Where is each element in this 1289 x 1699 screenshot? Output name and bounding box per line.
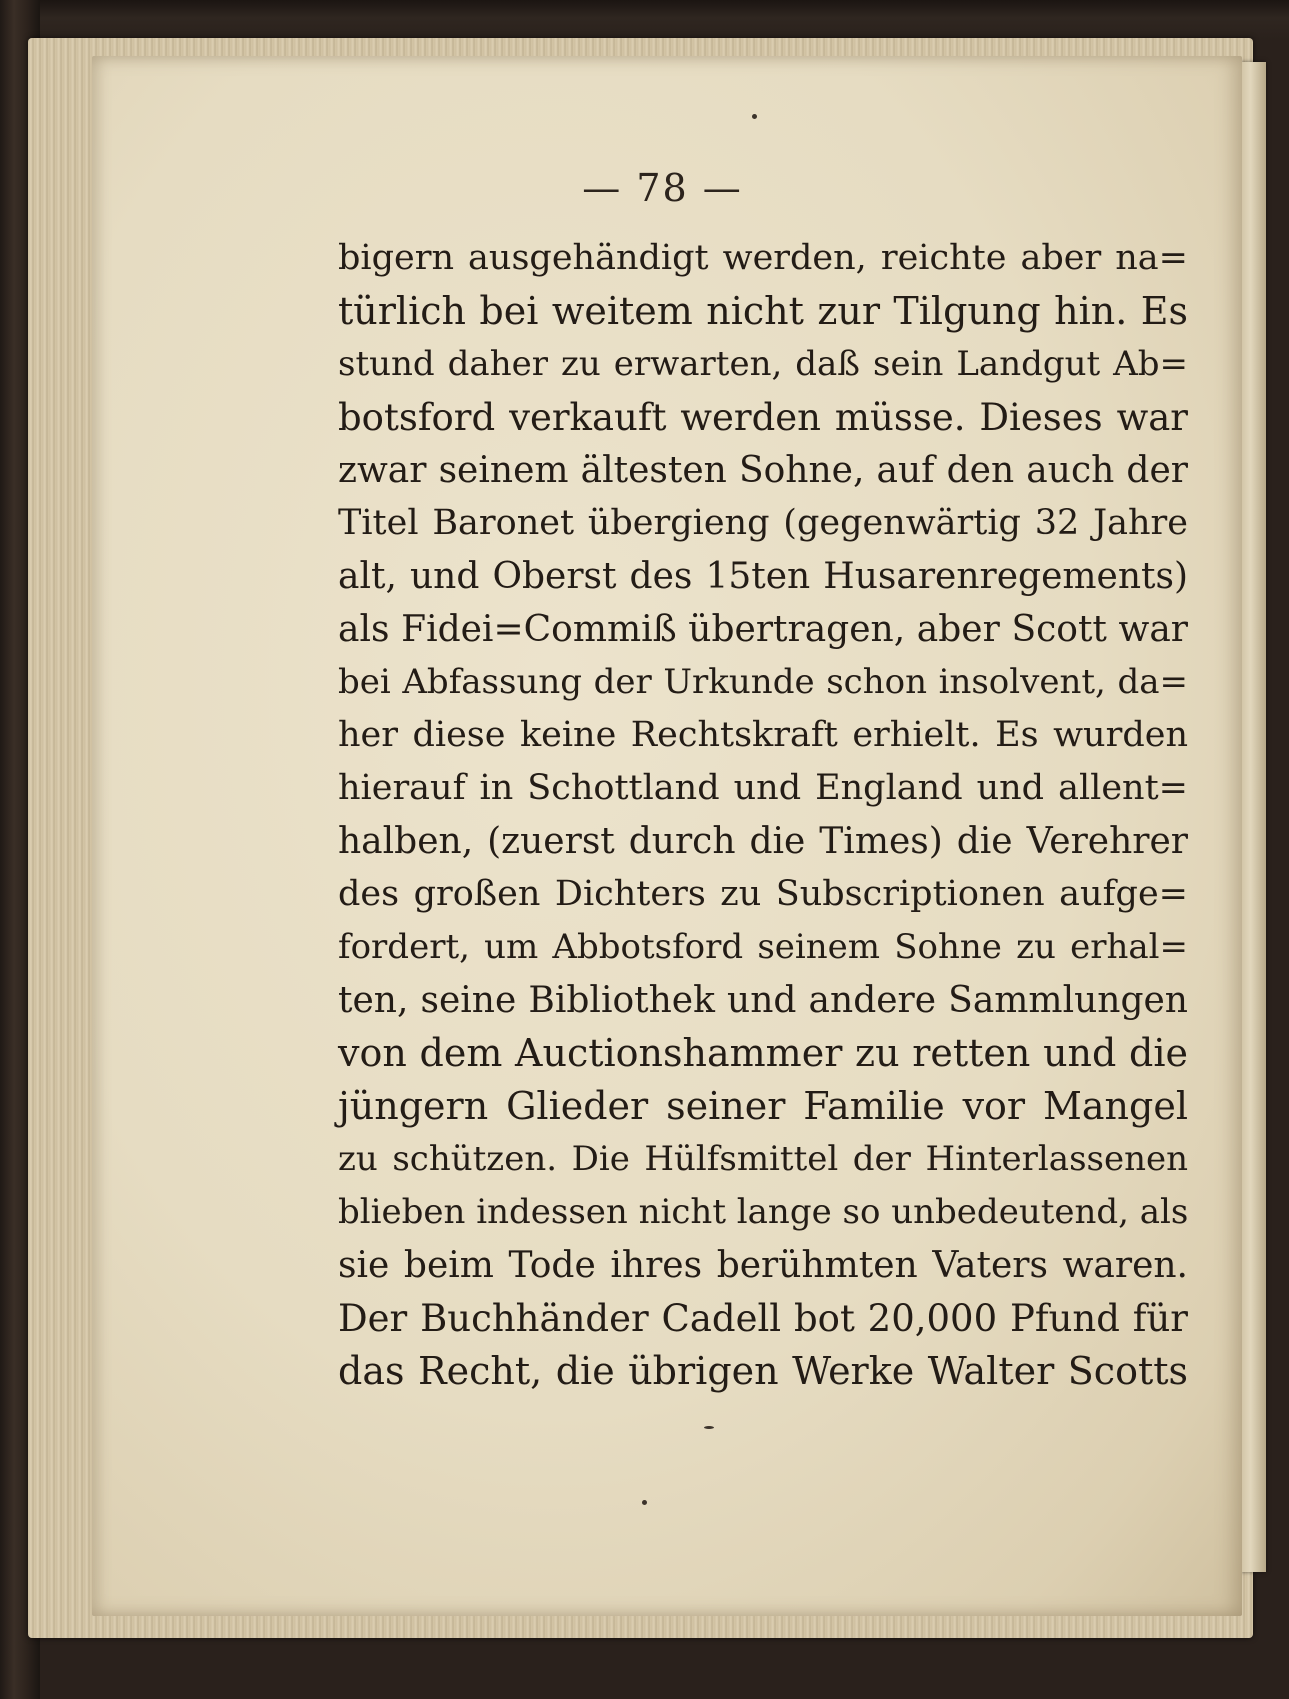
paper-speck — [704, 1426, 714, 1429]
text-line: her diese keine Rechtskraft erhielt. Es wurden — [338, 715, 1188, 755]
text-line: des großen Dichters zu Subscriptionen aufge= — [338, 874, 1188, 914]
text-line: das Recht, die übrigen Werke Walter Scotts — [338, 1349, 1188, 1393]
facing-page-edge — [1240, 62, 1266, 1572]
text-line: botsford verkauft werden müsse. Dieses war — [338, 396, 1188, 439]
text-line: von dem Auctionshammer zu retten und die — [338, 1031, 1188, 1075]
paper-speck — [752, 114, 757, 119]
text-line: stund daher zu erwarten, daß sein Landgut Ab= — [338, 344, 1188, 384]
text-line: zu schützen. Die Hülfsmittel der Hinterlassenen — [338, 1139, 1188, 1179]
text-line: halben, (zuerst durch die Times) die Verehrer — [338, 821, 1188, 862]
text-line: hierauf in Schottland und England und allent= — [338, 768, 1188, 808]
text-line: alt, und Oberst des 15ten Husarenregements) — [338, 556, 1188, 597]
text-line: zwar seinem ältesten Sohne, auf den auch der — [338, 450, 1188, 491]
page-number: — 78 — — [582, 166, 743, 210]
text-line: türlich bei weitem nicht zur Tilgung hin. Es — [338, 289, 1188, 333]
text-line: jüngern Glieder seiner Familie vor Mangel — [338, 1084, 1188, 1128]
text-line: Titel Baronet übergieng (gegenwärtig 32 Jahre — [338, 503, 1188, 543]
paper-speck — [642, 1500, 647, 1505]
text-line: blieben indessen nicht lange so unbedeutend, als — [338, 1192, 1189, 1232]
body-text — [338, 232, 1188, 1398]
text-line: ten, seine Bibliothek und andere Sammlungen — [338, 980, 1188, 1021]
text-line: Der Buchhänder Cadell bot 20,000 Pfund für — [338, 1297, 1188, 1340]
text-line: fordert, um Abbotsford seinem Sohne zu erhal= — [338, 927, 1188, 967]
text-line: bigern ausgehändigt werden, reichte aber na= — [338, 238, 1188, 278]
text-line: sie beim Tode ihres berühmten Vaters waren. — [338, 1245, 1188, 1286]
text-line: als Fidei=Commiß übertragen, aber Scott war — [338, 609, 1188, 650]
text-line: bei Abfassung der Urkunde schon insolvent, da= — [338, 662, 1188, 702]
